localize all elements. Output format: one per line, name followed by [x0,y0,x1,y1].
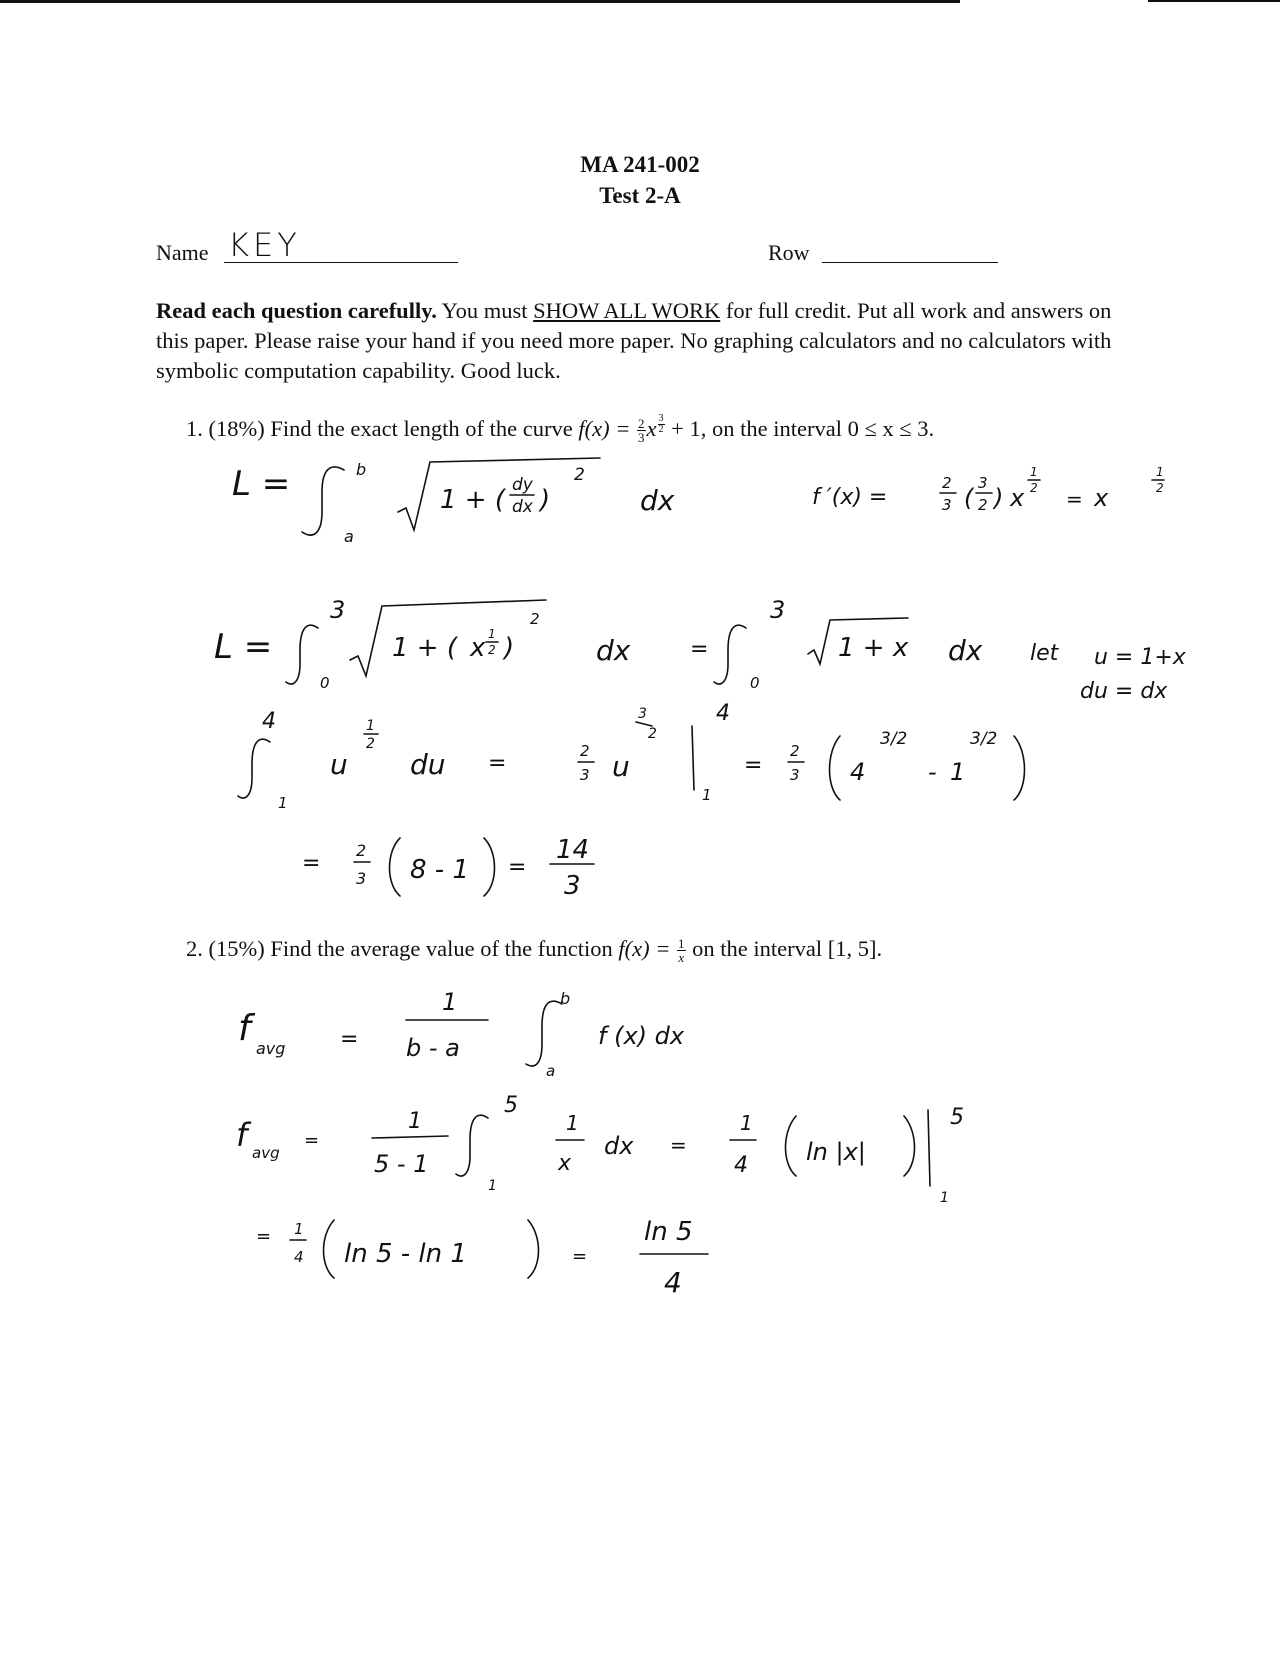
row-label: Row [768,240,810,265]
hw-five-minus-one: 5 - 1 [374,1150,429,1178]
svg-text:a: a [546,1062,556,1080]
test-title: Test 2-A [599,183,681,208]
question-weight: (18%) [208,415,265,441]
svg-text:3: 3 [330,596,346,624]
svg-text:2: 2 [574,465,585,485]
svg-text:2: 2 [648,726,657,742]
hw-du: du [410,748,446,781]
svg-text:3/2: 3/2 [880,729,908,749]
hw-avg-subscript: avg [256,1039,286,1058]
svg-text:1: 1 [940,1190,949,1206]
svg-text:=: = [508,855,527,880]
svg-text:2: 2 [1156,481,1164,495]
svg-text:): ) [994,484,1004,512]
hw-line2-eq: = [690,637,709,662]
question-number: 1. [186,415,203,441]
svg-text:b: b [356,460,367,479]
question-weight: (15%) [208,936,265,961]
svg-text:2: 2 [942,474,952,492]
svg-text:1: 1 [408,1109,422,1134]
svg-text:dx: dx [948,634,983,667]
hw-deriv-eq: = [1066,487,1083,511]
hw-b-minus-a: b - a [406,1034,460,1062]
svg-text:dy: dy [512,475,533,495]
svg-text:1: 1 [1156,465,1164,479]
course-title: MA 241-002 [580,152,700,177]
svg-text:4: 4 [664,1266,682,1299]
hw-let: let [1030,641,1059,666]
exponent-three-halves: 3 2 [658,413,664,435]
question-text: Find the average value of the function [270,936,613,961]
svg-text:2: 2 [790,742,800,760]
svg-text:=: = [340,1027,359,1052]
svg-text:1: 1 [294,1220,304,1238]
hw-dx: dx [640,484,675,517]
name-value-handwritten: KEY [228,226,301,264]
hw-favg: f [238,1008,251,1049]
svg-text:=: = [256,1226,272,1247]
hw-fx-dx: f (x) dx [598,1022,685,1050]
svg-text:2: 2 [580,742,590,760]
svg-text:2: 2 [356,841,367,860]
hw-ln-abs: ln |x| [806,1138,866,1166]
svg-text:1: 1 [566,1111,579,1135]
instructions-lead: Read each question carefully. [156,298,437,323]
svg-text:4: 4 [850,758,866,786]
hw-ln5: ln 5 [644,1217,693,1247]
svg-text:3: 3 [770,596,786,624]
svg-text:b: b [560,989,571,1008]
question-text-end: on the interval [1, 5]. [692,936,883,961]
svg-text:3: 3 [356,869,367,888]
hw-eight-minus-one: 8 - 1 [410,855,469,885]
name-label: Name [156,240,209,265]
fraction-one-over-x: $\frac{1}{x}$ [678,936,685,966]
svg-text:1: 1 [702,786,712,804]
hw-minus: - [928,758,937,786]
svg-text:3: 3 [580,766,590,784]
svg-text:=: = [744,753,763,778]
svg-text:=: = [304,1130,320,1151]
svg-text:dx: dx [512,497,533,517]
svg-text:avg: avg [252,1144,280,1162]
hw-sqrt2: 1 + x [838,633,909,663]
svg-text:3/2: 3/2 [970,729,998,749]
svg-text:=: = [488,751,507,776]
svg-text:dx: dx [596,634,631,667]
svg-text:): ) [504,633,515,663]
instructions-text-after: for full credit. Put all work and answers on this paper. Please raise your hand if you need more paper. No graphing calculators and no calculators with symbolic computation capability. Good luck. [156,298,1112,383]
svg-text:u: u [612,750,630,783]
svg-text:5: 5 [504,1093,518,1118]
svg-text:=: = [572,1246,588,1267]
hw-derivative: f ′(x) = [812,485,888,510]
question-1: 1. (18%) Find the exact length of the curve f(x) = $\frac{2}{3}$ x $^{\frac{3}{2}}$ + 1, on the interval 0 ≤ x ≤ 3. [186,413,935,446]
hw-answer-num: 14 [556,835,590,865]
svg-text:): ) [540,485,551,515]
svg-text:2: 2 [488,643,496,657]
svg-text:4: 4 [294,1248,304,1266]
hw-dx: dx [604,1132,634,1160]
svg-text:1: 1 [950,758,966,786]
instructions-underlined: SHOW ALL WORK [533,298,721,323]
svg-text:a: a [344,527,354,546]
question-function: f(x) = [618,936,671,961]
question-number: 2. [186,936,203,961]
svg-text:(: ( [964,484,974,512]
hw-one: 1 [442,988,458,1016]
hw-answer-den: 3 [564,871,581,901]
svg-text:=: = [302,851,321,876]
svg-text:1: 1 [278,794,288,812]
svg-text:x: x [1010,484,1025,512]
svg-text:2: 2 [530,610,540,628]
fraction-two-thirds: $\frac{2}{3}$ [638,416,645,446]
svg-text:2: 2 [978,496,988,514]
svg-text:2: 2 [366,736,375,752]
svg-text:0: 0 [320,674,330,692]
hw-u-def: u = 1+x [1094,645,1186,670]
question-text: Find the exact length of the curve [270,415,573,441]
hw-du-def: du = dx [1080,679,1168,704]
svg-text:2: 2 [1030,481,1038,495]
svg-text:1: 1 [366,718,375,734]
hw-L: L = [232,464,291,504]
hw-u-power: u [330,748,348,781]
svg-text:3: 3 [638,706,647,722]
hw-five: 5 [950,1105,964,1130]
svg-text:x: x [1094,484,1109,512]
svg-text:1: 1 [1030,465,1038,479]
svg-text:4: 4 [716,701,730,726]
hw-four: 4 [734,1153,748,1178]
svg-text:L =: L = [214,627,273,667]
svg-text:x: x [470,633,486,663]
svg-text:3: 3 [790,766,800,784]
svg-text:f: f [236,1116,248,1154]
svg-text:4: 4 [262,709,276,734]
instructions-text-before: You must [441,298,528,323]
svg-text:1 + (: 1 + ( [392,633,457,663]
svg-text:0: 0 [750,674,760,692]
question-text-end: + 1, on the interval 0 ≤ x ≤ 3. [671,415,935,441]
svg-text:1: 1 [740,1111,753,1135]
svg-text:=: = [670,1133,687,1157]
svg-text:3: 3 [942,496,952,514]
hw-ln-diff: ln 5 - ln 1 [344,1239,467,1269]
svg-text:3: 3 [978,474,988,492]
hw-x: x [558,1151,572,1176]
hw-sqrt-body: 1 + ( [440,485,505,515]
question-function: f(x) = [578,415,631,441]
svg-text:1: 1 [488,627,496,641]
svg-text:1: 1 [488,1178,497,1194]
